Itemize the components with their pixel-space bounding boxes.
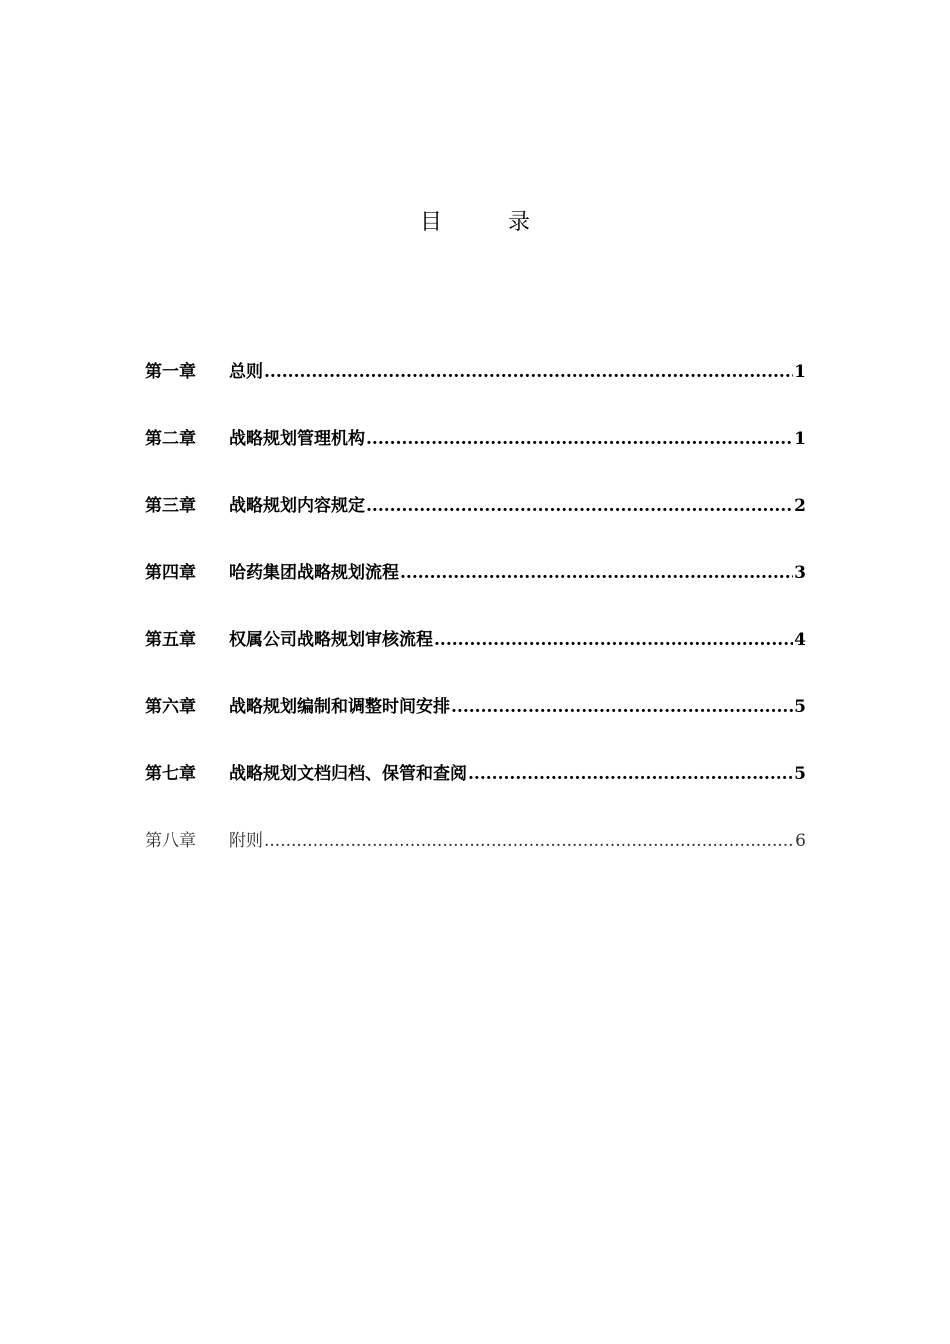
toc-chapter-heading: 哈药集团战略规划流程	[229, 563, 399, 583]
toc-chapter-heading: 战略规划文档归档、保管和查阅	[229, 764, 467, 784]
toc-entry-4[interactable]	[145, 559, 806, 626]
toc-entry-5[interactable]	[145, 626, 806, 693]
toc-dot-leader	[366, 425, 793, 453]
toc-entry-8[interactable]	[145, 827, 806, 894]
toc-chapter-heading: 权属公司战略规划审核流程	[229, 630, 433, 650]
toc-chapter-heading: 总则	[229, 362, 263, 382]
toc-page-number: 3	[794, 563, 806, 583]
toc-dot-leader	[468, 760, 793, 788]
toc-chapter-number: 第二章	[145, 429, 196, 449]
toc-entry-3[interactable]	[145, 492, 806, 559]
toc-chapter-heading: 战略规划编制和调整时间安排	[229, 697, 450, 717]
toc-chapter-number: 第六章	[145, 697, 196, 717]
toc-dot-leader	[434, 626, 793, 654]
toc-entry-1[interactable]	[145, 358, 806, 425]
toc-chapter-heading: 附则	[229, 831, 263, 851]
toc-chapter-number: 第三章	[145, 496, 196, 516]
toc-title: 目 录	[419, 210, 552, 235]
toc-chapter-number: 第五章	[145, 630, 196, 650]
toc-page-number: 1	[794, 362, 806, 382]
toc-page-number: 2	[794, 496, 806, 516]
toc-chapter-number: 第八章	[145, 831, 196, 851]
toc-dot-leader	[400, 559, 793, 587]
toc-chapter-heading: 战略规划内容规定	[229, 496, 365, 516]
toc-page-number: 5	[794, 764, 806, 784]
toc-entry-6[interactable]	[145, 693, 806, 760]
toc-dot-leader	[366, 492, 793, 520]
toc-dot-leader	[264, 358, 793, 386]
toc-chapter-heading: 战略规划管理机构	[229, 429, 365, 449]
toc-page-number: 5	[794, 697, 806, 717]
toc-entry-7[interactable]	[145, 760, 806, 827]
toc-page-number: 1	[794, 429, 806, 449]
toc-page-number: 4	[794, 630, 806, 650]
table-of-contents	[145, 358, 806, 894]
toc-entry-2[interactable]	[145, 425, 806, 492]
toc-dot-leader	[451, 693, 793, 721]
toc-page-number: 6	[795, 831, 806, 851]
toc-dot-leader	[264, 827, 794, 855]
toc-chapter-number: 第四章	[145, 563, 196, 583]
toc-chapter-number: 第七章	[145, 764, 196, 784]
toc-chapter-number: 第一章	[145, 362, 196, 382]
